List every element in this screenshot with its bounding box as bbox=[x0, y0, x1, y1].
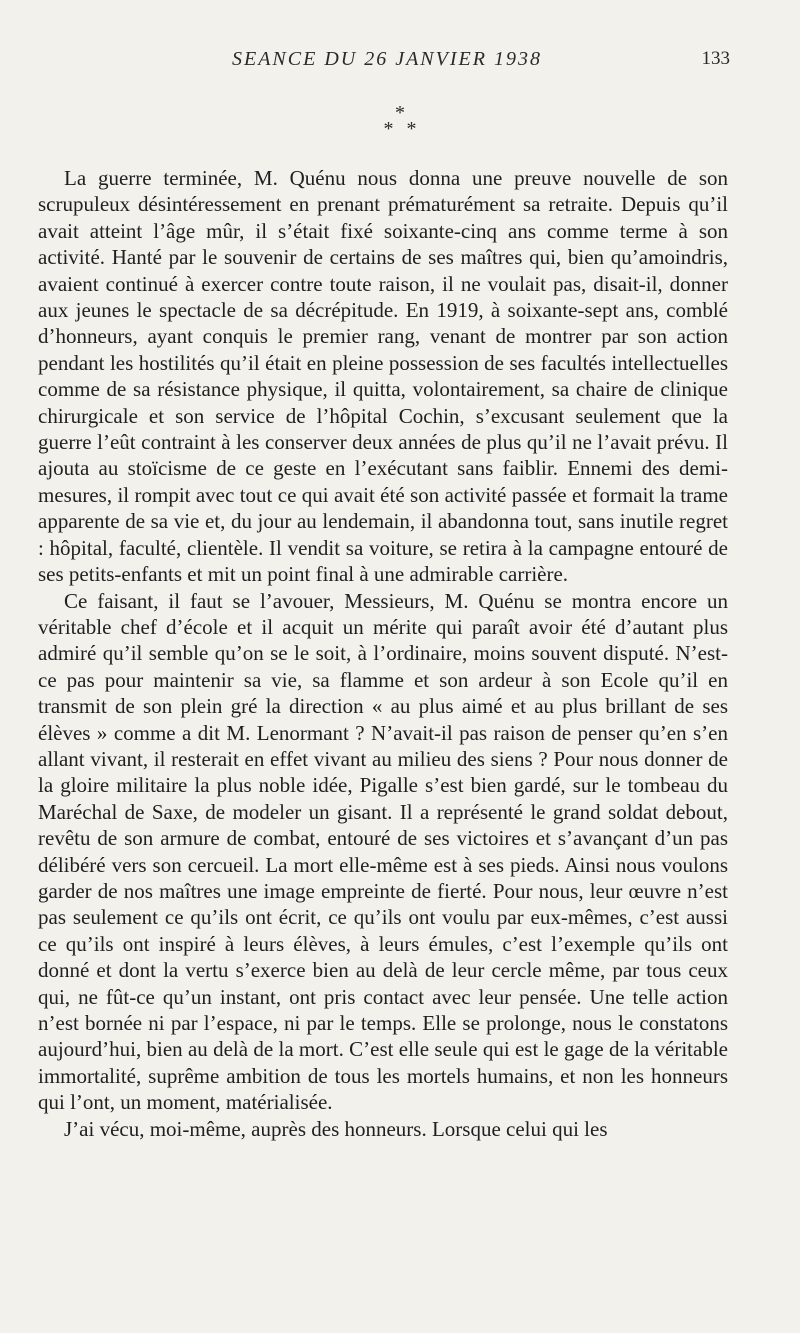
paragraph-1: La guerre terminée, M. Quénu nous donna une preuve nouvelle de son scrupuleux désintéressement en prenant prématurément sa retraite. Depuis qu’il avait atteint l’âge mûr, il s’était fixé soixante-cinq ans comme terme à son activité. Hanté par le souvenir de certains de ses maîtres qui, bien qu’amoindris, avaient continué à exercer contre toute raison, il ne voulait pas, disait-il, donner aux jeunes le spectacle de sa décrépitude. En 1919, à soixante-sept ans, comblé d’honneurs, ayant conquis le premier rang, venant de montrer par son action pendant les hostilités qu’il était en pleine possession de ses facultés intellectuelles comme de sa résistance physique, il quitta, volontairement, sa chaire de clinique chirurgicale et son service de l’hôpital Cochin, s’excusant seulement que la guerre l’eût contraint à les conserver deux années de plus qu’il ne l’avait prévu. Il ajouta au stoïcisme de ce geste en l’exécutant sans faiblir. Ennemi des demi-mesures, il rompit avec tout ce qui avait été son activité passée et formait la trame apparente de sa vie et, du jour au lendemain, il abandonna tout, sans inutile regret : hôpital, faculté, clientèle. Il vendit sa voiture, se retira à la campagne entouré de ses petits-enfants et mit un point final à une admirable carrière. bbox=[38, 166, 728, 587]
running-title: SEANCE DU 26 JANVIER 1938 bbox=[232, 48, 542, 70]
asterism-star-top: * bbox=[395, 102, 405, 124]
paragraph-3: J’ai vécu, moi-même, auprès des honneurs. Lorsque celui qui les bbox=[64, 1116, 608, 1141]
asterism-star-bottom-right: * bbox=[406, 118, 417, 140]
paragraph-2: Ce faisant, il faut se l’avouer, Messieurs, M. Quénu se montra encore un véritable chef d’école et il acquit un mérite qui paraît avoir été d’autant plus admiré qu’il semble qu’on se le soit, à l’ordinaire, moins souvent disputé. N’est-ce pas pour maintenir sa vie, sa flamme et son ardeur à son Ecole qu’il en transmit de son plein gré la direction « au plus aimé et au plus brillant de ses élèves » comme a dit M. Lenormant ? N’avait-il pas raison de penser qu’en s’en allant vivant, il resterait en effet vivant au milieu des siens ? Pour nous donner de la gloire militaire la plus noble idée, Pigalle s’est bien gardé, sur le tombeau du Maréchal de Saxe, de modeler un gisant. Il a représenté le grand soldat debout, revêtu de son armure de combat, entouré de ses victoires et s’avançant d’un pas délibéré vers son cercueil. La mort elle-même est à ses pieds. Ainsi nous voulons garder de nos maîtres une image empreinte de fierté. Pour nous, leur œuvre n’est pas seulement ce qu’ils ont écrit, ce qu’ils ont voulu par eux-mêmes, c’est aussi ce qu’ils ont inspiré à leurs élèves, à leurs émules, c’est l’exemple qu’ils ont donné et dont la vertu s’exerce bien au delà de leur cercle même, par tous ceux qui, ne fût-ce qu’un instant, ont pris contact avec leur pensée. Une telle action n’est bornée ni par l’espace, ni par le temps. Elle se prolonge, nous le constatons aujourd’hui, bien au delà de la mort. C’est elle seule qui est le gage de la véritable immortalité, suprême ambition de tous les mortels humains, et non les honneurs qui l’ont, un moment, matérialisée. bbox=[38, 588, 728, 1115]
asterism-star-bottom-left: * bbox=[383, 118, 394, 140]
asterism-bottom-row bbox=[0, 118, 800, 140]
page-header bbox=[0, 44, 800, 74]
body-text bbox=[38, 165, 728, 1142]
page-number: 133 bbox=[701, 48, 730, 69]
section-asterism bbox=[0, 102, 800, 140]
